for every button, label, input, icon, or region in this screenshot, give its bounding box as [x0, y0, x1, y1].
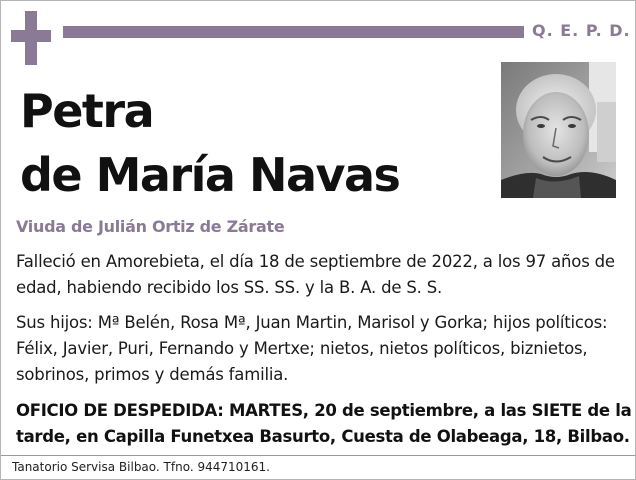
death-announcement — [16, 249, 624, 301]
text-line: tarde, en Capilla Funetxea Basurto, Cuesta de Olabeaga, 18, Bilbao. — [16, 427, 630, 446]
portrait-image — [501, 62, 616, 198]
text-line: edad, habiendo recibido los SS. SS. y la B. A. de S. S. — [16, 278, 443, 297]
text-line: Sus hijos: Mª Belén, Rosa Mª, Juan Martin, Marisol y Gorka; hijos políticos: — [16, 313, 608, 332]
subtitle-widow-of: Viuda de Julián Ortiz de Zárate — [16, 217, 285, 236]
cross-horizontal — [11, 30, 51, 42]
footer-divider — [0, 455, 636, 456]
text-line: OFICIO DE DESPEDIDA: MARTES, 20 de septiembre, a las SIETE de la — [16, 401, 632, 420]
family-list — [16, 310, 624, 388]
deceased-last-name: de María Navas — [20, 148, 400, 202]
service-details — [16, 398, 632, 450]
text-line: sobrinos, primos y demás familia. — [16, 365, 289, 384]
header-bar — [63, 26, 524, 38]
text-line: Félix, Javier, Puri, Fernando y Mertxe; nietos, nietos políticos, biznietos, — [16, 339, 588, 358]
qepd-label: Q. E. P. D. — [532, 21, 631, 40]
deceased-first-name: Petra — [20, 84, 154, 138]
portrait-photo — [501, 62, 616, 198]
text-line: Falleció en Amorebieta, el día 18 de septiembre de 2022, a los 97 años de — [16, 252, 615, 271]
cross-icon — [11, 11, 51, 65]
funeral-home-info: Tanatorio Servisa Bilbao. Tfno. 944710161. — [12, 460, 270, 474]
